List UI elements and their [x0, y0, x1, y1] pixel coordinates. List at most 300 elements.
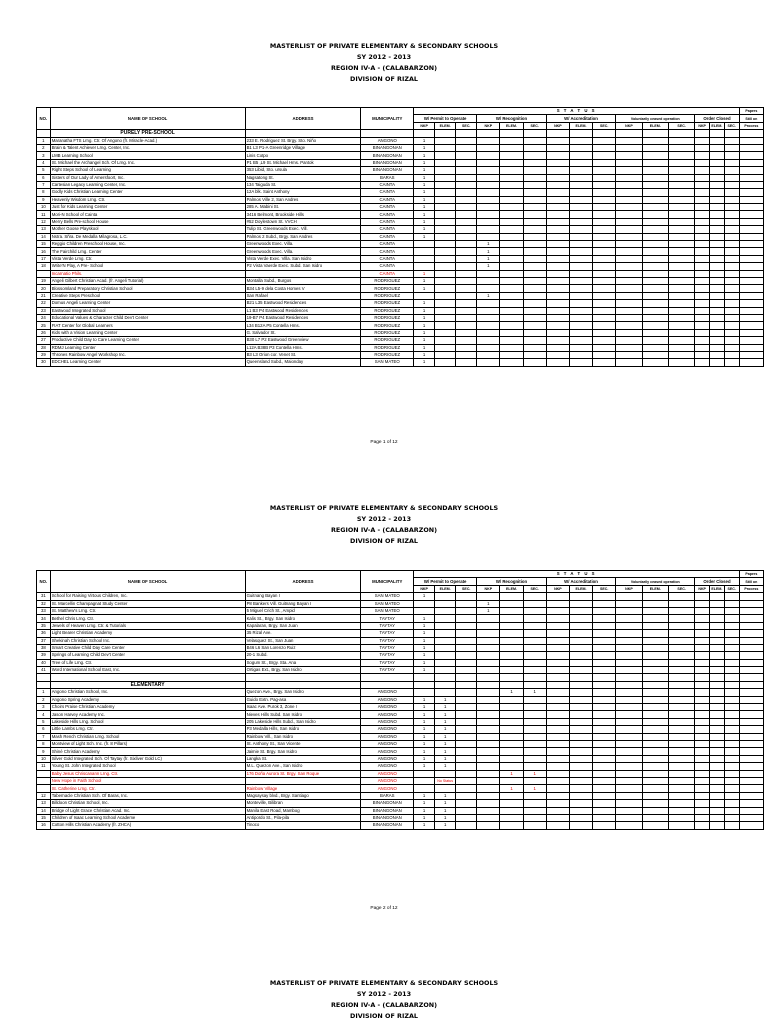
status-cell: [435, 770, 456, 777]
school-name: Mother Goose Playskool: [50, 226, 245, 233]
table-row: [37, 637, 764, 644]
status-cell: [593, 785, 616, 792]
status-cell: [500, 726, 523, 733]
school-name: Reggio Children Preschool House, Inc.: [50, 241, 245, 248]
row-no: 4: [37, 711, 51, 718]
status-cell: [739, 152, 763, 159]
status-cell: [523, 255, 546, 262]
table-row: [37, 241, 764, 248]
status-cell: 1: [414, 807, 435, 814]
status-cell: [668, 807, 694, 814]
status-cell: [569, 189, 592, 196]
status-cell: [500, 637, 523, 644]
header-line: REGION IV-A - (CALABARZON): [330, 526, 438, 534]
school-address: 134 Taiguda St.: [245, 181, 361, 188]
status-cell: [642, 285, 668, 292]
school-address: 3416 Belmont, Brookside Hills: [245, 211, 361, 218]
status-cell: [616, 167, 642, 174]
school-address: Palmos 2 Subd., Brgy. San Andres: [245, 233, 361, 240]
status-cell: [710, 807, 725, 814]
status-cell: [710, 630, 725, 637]
status-cell: [456, 800, 477, 807]
municipality: CAINTA: [361, 241, 414, 248]
status-cell: [739, 204, 763, 211]
status-cell: [724, 777, 739, 784]
status-cell: [569, 255, 592, 262]
status-cell: 1: [435, 763, 456, 770]
status-cell: [616, 733, 642, 740]
status-cell: [739, 181, 763, 188]
status-cell: [710, 226, 725, 233]
status-cell: [710, 300, 725, 307]
school-name: Mash Rench Christian Lrng. School: [50, 733, 245, 740]
municipality: ANGONO: [361, 763, 414, 770]
status-cell: [616, 292, 642, 299]
status-cell: [616, 696, 642, 703]
municipality: TAYTAY: [361, 630, 414, 637]
status-cell: [523, 270, 546, 277]
status-cell: [456, 807, 477, 814]
status-cell: [642, 755, 668, 762]
row-no: 2: [37, 696, 51, 703]
status-cell: [724, 652, 739, 659]
status-cell: [739, 704, 763, 711]
col-elem: ELEM.: [711, 123, 723, 128]
status-cell: [616, 144, 642, 151]
status-cell: [724, 159, 739, 166]
status-cell: [523, 329, 546, 336]
status-cell: [546, 344, 569, 351]
status-cell: [710, 800, 725, 807]
status-cell: [523, 337, 546, 344]
status-cell: [724, 644, 739, 651]
status-cell: [642, 248, 668, 255]
school-name: Right Steps School of Learning: [50, 167, 245, 174]
status-cell: [500, 174, 523, 181]
table-row: [37, 270, 764, 277]
status-cell: [593, 204, 616, 211]
status-cell: 1: [414, 226, 435, 233]
status-cell: [546, 337, 569, 344]
table-row: [37, 593, 764, 600]
col-papers: Still on: [739, 578, 763, 585]
page-number: Page 1 of 12: [370, 440, 398, 445]
status-cell: [477, 337, 500, 344]
status-cell: [477, 329, 500, 336]
table-row: [37, 159, 764, 166]
table-row: [37, 218, 764, 225]
status-cell: 1: [414, 748, 435, 755]
status-cell: [695, 667, 710, 674]
table-row: [37, 152, 764, 159]
status-cell: [435, 174, 456, 181]
status-cell: [435, 329, 456, 336]
status-cell: [739, 696, 763, 703]
municipality: RODRIGUEZ: [361, 329, 414, 336]
status-cell: [569, 152, 592, 159]
status-cell: [593, 667, 616, 674]
status-cell: [616, 263, 642, 270]
status-cell: [456, 740, 477, 747]
status-cell: [710, 263, 725, 270]
school-address: Queensland Subd., Maionday: [245, 359, 361, 366]
col-accreditation: W/ Accreditation: [546, 578, 616, 585]
status-cell: [739, 255, 763, 262]
status-cell: [668, 696, 694, 703]
status-cell: [456, 292, 477, 299]
status-cell: [593, 359, 616, 366]
status-cell: [710, 726, 725, 733]
status-cell: [523, 667, 546, 674]
status-cell: [739, 659, 763, 666]
municipality: BINANGONAN: [361, 822, 414, 829]
status-cell: [642, 792, 668, 799]
status-cell: [695, 351, 710, 358]
school-table: [36, 107, 764, 367]
table-row: [37, 263, 764, 270]
status-cell: [695, 785, 710, 792]
status-cell: [668, 600, 694, 607]
col-elem: ELEM.: [642, 585, 668, 592]
col-sec: SEC.: [593, 122, 616, 129]
row-no: [37, 777, 51, 784]
school-address: B34 L5-9 dela Costa Homes V: [245, 285, 361, 292]
status-cell: [593, 137, 616, 144]
status-cell: [695, 630, 710, 637]
status-cell: [593, 652, 616, 659]
school-address: P2 Vista Vaerde Exec. Subd. San Isidro: [245, 263, 361, 270]
col-municipality: MUNICIPALITY: [361, 571, 414, 593]
status-cell: 1: [435, 726, 456, 733]
status-cell: [668, 181, 694, 188]
municipality: BINANGONAN: [361, 167, 414, 174]
status-cell: [569, 800, 592, 807]
status-cell: [456, 144, 477, 151]
status-cell: [523, 814, 546, 821]
status-cell: [546, 189, 569, 196]
status-cell: [546, 226, 569, 233]
table-row: [37, 322, 764, 329]
status-cell: [593, 630, 616, 637]
status-cell: [642, 748, 668, 755]
status-cell: [523, 189, 546, 196]
header-line: MASTERLIST OF PRIVATE ELEMENTARY & SECONDARY SCHOOLS: [269, 504, 499, 512]
status-cell: [435, 211, 456, 218]
school-name: Just for Kids Learning Center: [50, 204, 245, 211]
row-no: 22: [37, 300, 51, 307]
status-cell: [593, 285, 616, 292]
status-cell: [546, 263, 569, 270]
col-municipality: MUNICIPALITY: [361, 108, 414, 130]
status-cell: [500, 241, 523, 248]
status-cell: [695, 255, 710, 262]
municipality: ANGONO: [361, 711, 414, 718]
row-no: 4: [37, 159, 51, 166]
row-no: 23: [37, 307, 51, 314]
status-cell: 1: [435, 718, 456, 725]
status-cell: [642, 241, 668, 248]
status-cell: [546, 667, 569, 674]
row-no: 31: [37, 593, 51, 600]
status-cell: [642, 689, 668, 696]
status-cell: [668, 159, 694, 166]
status-cell: [695, 740, 710, 747]
col-address: ADDRESS: [245, 571, 361, 593]
status-cell: [616, 800, 642, 807]
school-name: Little Lambs Lrng. Ctr.: [50, 726, 245, 733]
status-cell: [710, 770, 725, 777]
school-address: 12A blk. Saint Anthony: [245, 189, 361, 196]
status-cell: [739, 644, 763, 651]
status-cell: [695, 300, 710, 307]
col-sec: SEC.: [668, 585, 694, 592]
status-cell: [456, 196, 477, 203]
municipality: ANGONO: [361, 770, 414, 777]
status-cell: [710, 785, 725, 792]
status-cell: [546, 174, 569, 181]
table-row: [37, 174, 764, 181]
status-cell: [616, 644, 642, 651]
col-sec: SEC.: [523, 122, 546, 129]
status-cell: [695, 181, 710, 188]
municipality: BINANGONAN: [361, 807, 414, 814]
status-cell: [500, 152, 523, 159]
school-name: Blossomland Preparatory Christian School: [50, 285, 245, 292]
status-cell: [616, 218, 642, 225]
school-name: Children of Isaac Learning School Academe: [50, 814, 245, 821]
table-row: [37, 777, 764, 784]
status-cell: [569, 755, 592, 762]
row-no: 37: [37, 637, 51, 644]
col-papers: Papers: [739, 571, 763, 578]
status-cell: [724, 792, 739, 799]
status-cell: [724, 607, 739, 614]
school-address: 353 Libid, Sto. ursula: [245, 167, 361, 174]
status-cell: [710, 704, 725, 711]
status-cell: [739, 763, 763, 770]
status-cell: [456, 600, 477, 607]
status-cell: [435, 167, 456, 174]
status-cell: [569, 292, 592, 299]
status-cell: [724, 622, 739, 629]
municipality: CAINTA: [361, 255, 414, 262]
school-name: Godly Kids Christian Learning Center: [50, 189, 245, 196]
status-cell: [593, 314, 616, 321]
status-cell: [414, 255, 435, 262]
status-cell: [414, 600, 435, 607]
table-row: [37, 740, 764, 747]
row-no: 12: [37, 792, 51, 799]
municipality: CAINTA: [361, 204, 414, 211]
status-cell: [500, 337, 523, 344]
table-row: [37, 285, 764, 292]
status-cell: 1: [414, 204, 435, 211]
status-cell: [456, 285, 477, 292]
status-cell: 1: [414, 181, 435, 188]
row-no: 20: [37, 285, 51, 292]
status-cell: 1: [414, 644, 435, 651]
status-cell: [477, 314, 500, 321]
status-cell: 1: [414, 696, 435, 703]
status-cell: [642, 322, 668, 329]
status-cell: [739, 144, 763, 151]
status-cell: [569, 718, 592, 725]
status-cell: [456, 637, 477, 644]
row-no: 14: [37, 233, 51, 240]
status-cell: [500, 181, 523, 188]
status-cell: [739, 285, 763, 292]
status-cell: [569, 137, 592, 144]
status-cell: [668, 755, 694, 762]
school-name: Tree of Life Lrng. Ctr.: [50, 659, 245, 666]
status-cell: [456, 337, 477, 344]
status-cell: [546, 777, 569, 784]
table-row: [37, 696, 764, 703]
status-cell: [695, 152, 710, 159]
school-name: Merry Bells Pre-school House: [50, 218, 245, 225]
status-cell: [456, 307, 477, 314]
status-cell: [739, 792, 763, 799]
table-row: [37, 204, 764, 211]
status-cell: [546, 300, 569, 307]
status-cell: [414, 248, 435, 255]
status-cell: [435, 300, 456, 307]
status-cell: [477, 711, 500, 718]
school-address: B46 L6 San Lorenzo Ruiz: [245, 644, 361, 651]
status-cell: [500, 322, 523, 329]
status-cell: [616, 615, 642, 622]
status-cell: [569, 763, 592, 770]
status-cell: [724, 667, 739, 674]
status-cell: [710, 740, 725, 747]
status-cell: [477, 152, 500, 159]
status-cell: [668, 314, 694, 321]
municipality: ANGONO: [361, 696, 414, 703]
row-no: 29: [37, 351, 51, 358]
status-cell: [569, 174, 592, 181]
row-no: 24: [37, 314, 51, 321]
status-cell: [642, 233, 668, 240]
status-cell: [569, 181, 592, 188]
status-cell: [710, 337, 725, 344]
status-cell: [739, 270, 763, 277]
status-cell: [642, 181, 668, 188]
status-cell: [477, 785, 500, 792]
school-name: Bridge of Light Grace Christian Acad. Inc.: [50, 807, 245, 814]
status-cell: [724, 615, 739, 622]
status-cell: [435, 607, 456, 614]
status-cell: [456, 770, 477, 777]
table-row: [37, 300, 764, 307]
status-cell: [642, 667, 668, 674]
status-cell: [668, 292, 694, 299]
status-cell: [642, 607, 668, 614]
school-name: Sisters of Our Lady of Amersfoort, Inc.: [50, 174, 245, 181]
school-name: Silver Gold Integrated Sch. Of Taytay (fr. Sixliver Gold LC): [50, 755, 245, 762]
status-cell: [500, 167, 523, 174]
municipality: RODRIGUEZ: [361, 285, 414, 292]
school-address: 19-B7 P4 Eastwood Residences: [245, 314, 361, 321]
status-cell: [593, 174, 616, 181]
status-cell: [523, 174, 546, 181]
school-name: Domus Angeli Learning Center: [50, 300, 245, 307]
status-cell: [739, 329, 763, 336]
status-cell: 1: [414, 344, 435, 351]
school-address: Linis Cotpo: [245, 152, 361, 159]
status-cell: [593, 718, 616, 725]
school-address: 205 Lakeside Hills Subd., San Isidro: [245, 718, 361, 725]
status-cell: [523, 263, 546, 270]
status-cell: [710, 285, 725, 292]
col-status: S T A T U S: [414, 108, 740, 115]
status-cell: [414, 607, 435, 614]
status-cell: 1: [414, 270, 435, 277]
header-line: SY 2012 - 2013: [356, 53, 412, 61]
status-cell: [710, 255, 725, 262]
status-cell: [477, 159, 500, 166]
status-cell: [668, 196, 694, 203]
status-cell: [668, 748, 694, 755]
status-cell: [642, 807, 668, 814]
status-cell: [477, 189, 500, 196]
school-name: Bethel Chris Lrng. Ctr.: [50, 615, 245, 622]
status-cell: [739, 607, 763, 614]
status-cell: [642, 211, 668, 218]
status-cell: [593, 307, 616, 314]
status-cell: [710, 359, 725, 366]
status-cell: [668, 740, 694, 747]
school-name: St. Marcellin Champagnat Study Center: [50, 600, 245, 607]
status-cell: [710, 322, 725, 329]
school-name: RDMJ Learning Center: [50, 344, 245, 351]
header-line: SY 2012 - 2013: [356, 515, 412, 523]
status-cell: [616, 659, 642, 666]
school-address: Ortigas Ext., Brgy. San Isidro: [245, 667, 361, 674]
school-name: Cartesian Legacy Learning Center, Inc.: [50, 181, 245, 188]
municipality: CAINTA: [361, 218, 414, 225]
status-cell: 1: [414, 159, 435, 166]
status-cell: [642, 726, 668, 733]
status-cell: [695, 263, 710, 270]
status-cell: [477, 359, 500, 366]
status-cell: [500, 652, 523, 659]
table-row: [37, 763, 764, 770]
status-cell: [546, 292, 569, 299]
status-cell: [569, 351, 592, 358]
status-cell: [668, 307, 694, 314]
table-row: [37, 307, 764, 314]
school-name: Cotton Hills Christian Academy (fr. ZHCA): [50, 822, 245, 829]
status-cell: [710, 622, 725, 629]
status-cell: 1: [414, 307, 435, 314]
status-cell: [642, 218, 668, 225]
status-cell: [435, 322, 456, 329]
section-title: ELEMENTARY: [50, 681, 245, 688]
municipality: CAINTA: [361, 196, 414, 203]
status-cell: [546, 711, 569, 718]
status-cell: [456, 622, 477, 629]
status-cell: [616, 344, 642, 351]
status-cell: [523, 285, 546, 292]
school-name: Educational Values & Character Child Dev't Center: [50, 314, 245, 321]
col-sec: SEC.: [456, 122, 477, 129]
status-cell: [724, 822, 739, 829]
status-cell: [546, 785, 569, 792]
status-cell: [435, 600, 456, 607]
status-cell: [695, 696, 710, 703]
status-cell: [642, 226, 668, 233]
status-cell: [642, 740, 668, 747]
